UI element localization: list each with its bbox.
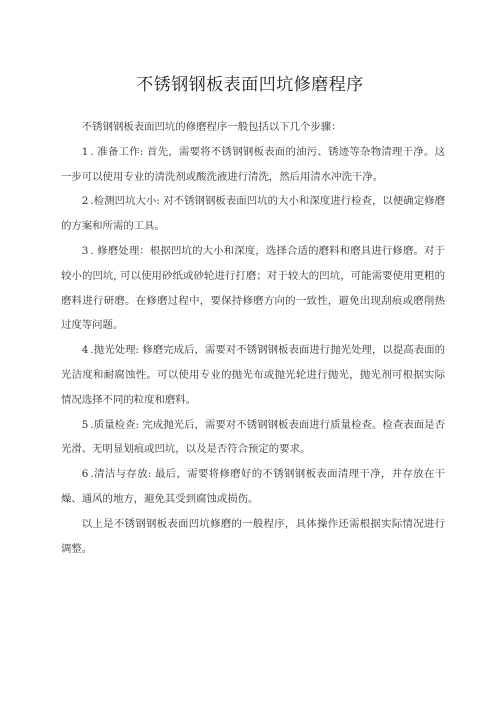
step-text: . 准备工作: 首先，需要将不锈钢钢板表面的油污、锈迹等杂物清理干净。这一步可以使用专业的清洗剂或酸洗液进行清洗，然后用清水冲洗干净。 [61,145,445,183]
step-number: 1 [81,145,89,158]
step-number: 2 [81,195,89,208]
step-number: 4 [81,344,89,357]
intro-paragraph: 不锈钢钢板表面凹坑的修磨程序一般包括以下几个步骤： [81,121,342,133]
step-paragraph-1 [61,140,445,190]
step-paragraph-4 [61,338,445,412]
step-paragraph-3 [61,239,445,338]
conclusion-paragraph: 以上是不锈钢钢板表面凹坑修磨的一般程序，具体操作还需根据实际情况进行调整。 [61,517,445,555]
step-text: .检测凹坑大小: 对不锈钢钢板表面凹坑的大小和深度进行检查，以便确定修磨的方案和所需的工具。 [61,195,445,233]
step-text: .抛光处理: 修磨完成后，需要对不锈钢钢板表面进行抛光处理，以提高表面的光洁度和耐腐蚀性。可以使用专业的抛光布或抛光轮进行抛光，抛光剂可根据实际情况选择不同的粒度和磨料。 [61,344,445,406]
step-paragraph-6 [61,462,445,512]
step-number: 5 [81,418,89,431]
step-text: .清洁与存放: 最后，需要将修磨好的不锈钢钢板表面清理干净，并存放在干燥、通风的地方，避免其受到腐蚀或损伤。 [61,468,445,505]
step-paragraph-2 [61,189,445,239]
step-number: 3 [81,244,89,257]
step-number: 6 [81,468,89,481]
document-title: 不锈钢钢板表面凹坑修磨程序 [136,75,364,95]
step-paragraph-5 [61,413,445,463]
document-body [61,115,445,561]
step-text: .质量检查: 完成抛光后，需要对不锈钢钢板表面进行质量检查。检查表面是否光滑、无明显划痕或凹坑，以及是否符合预定的要求。 [61,418,445,456]
step-text: . 修磨处理：根据凹坑的大小和深度，选择合适的磨料和磨具进行修磨。对于较小的凹坑, 可以使用砂纸或砂轮进行打磨；对于较大的凹坑，可能需要使用更粗的磨料进行研磨。在修磨过程中，要保持修磨方向的一致性，避免出现刮痕或磨削热过度等问题。 [61,244,445,332]
